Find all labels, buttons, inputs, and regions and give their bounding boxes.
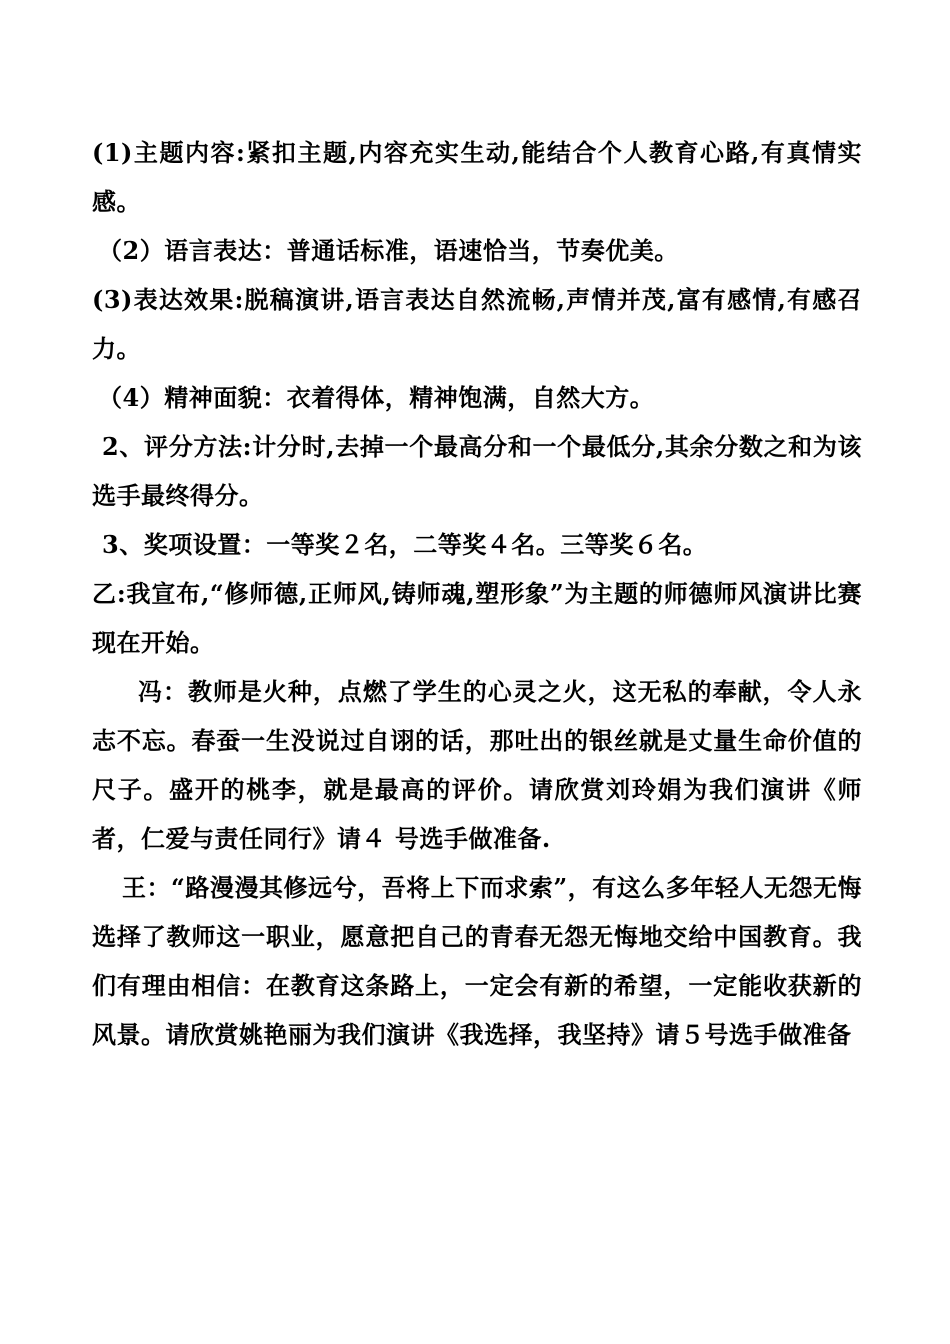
host-feng-speech: 冯：教师是火种，点燃了学生的心灵之火，这无私的奉献，令人永志不忘。春蚕一生没说过自诩的话，那吐出的银丝就是丈量生命价值的尺子。盛开的桃李，就是最高的评价。请欣赏刘玲娟为我们演讲《师者，仁爱与责任同行》请４ 号选手做准备.	[92, 677, 862, 853]
document-body	[92, 128, 862, 1059]
award-settings: 3、奖项设置：一等奖２名，二等奖４名。三等奖６名。	[102, 530, 708, 559]
host-yi-announcement: 乙:我宣布,“修师德,正师风,铸师魂,塑形象”为主题的师德师风演讲比赛现在开始。	[92, 579, 862, 657]
criteria-spirit-appearance: （4）精神面貌：衣着得体，精神饱满，自然大方。	[98, 383, 655, 412]
criteria-expression-effect: (3)表达效果:脱稿演讲,语言表达自然流畅,声情并茂,富有感情,有感召力。	[92, 285, 862, 363]
criteria-theme-content: (1)主题内容:紧扣主题,内容充实生动,能结合个人教育心路,有真情实感。	[92, 138, 862, 216]
criteria-language-expression: （2）语言表达：普通话标准，语速恰当，节奏优美。	[98, 236, 679, 265]
host-wang-speech: 王：“路漫漫其修远兮，吾将上下而求索”，有这么多年轻人无怨无悔选择了教师这一职业，愿意把自己的青春无怨无悔地交给中国教育。我们有理由相信：在教育这条路上，一定会有新的希望，一定能收获新的风景。请欣赏姚艳丽为我们演讲《我选择，我坚持》请５号选手做准备	[92, 873, 862, 1049]
scoring-method: 2、评分方法:计分时,去掉一个最高分和一个最低分,其余分数之和为该选手最终得分。	[92, 432, 862, 510]
